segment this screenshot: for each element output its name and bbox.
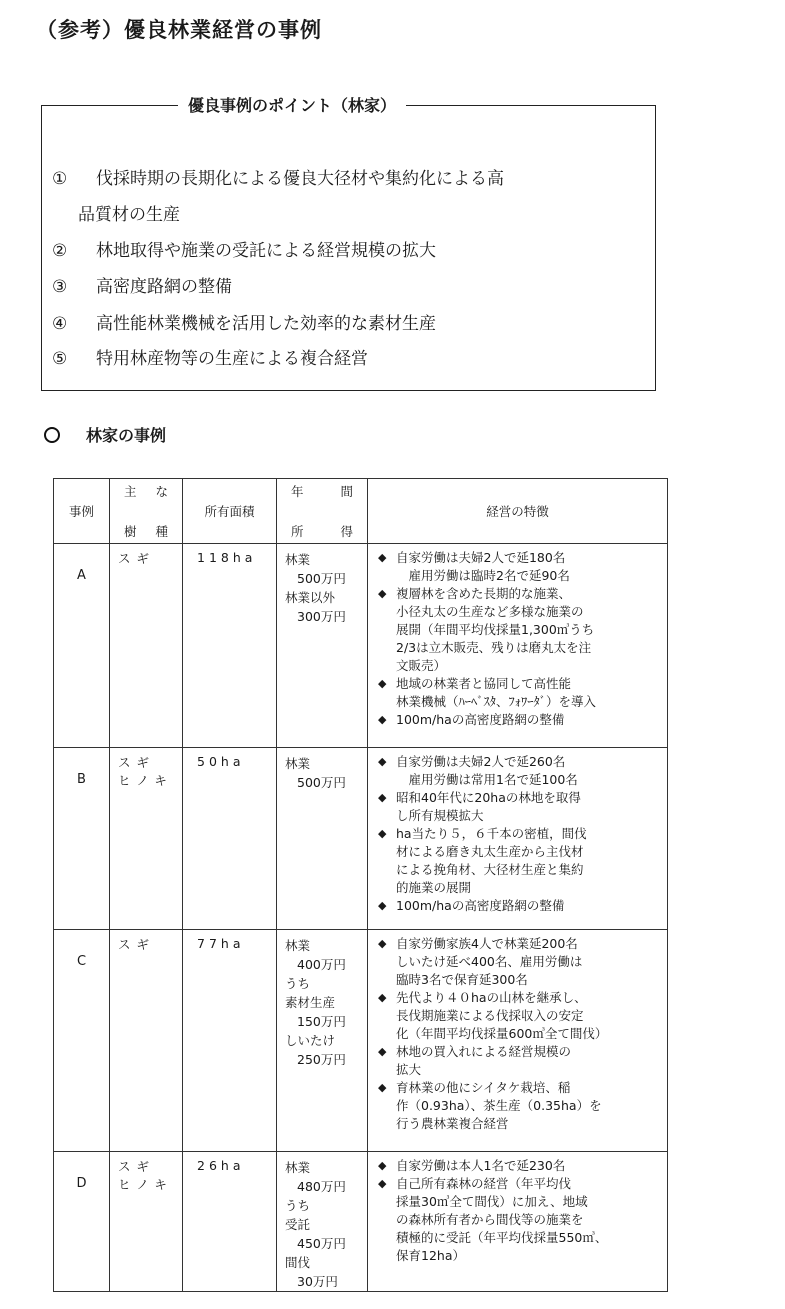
diamond-bullet-icon: ◆ — [378, 1177, 387, 1190]
diamond-bullet-icon: ◆ — [378, 1159, 387, 1172]
diamond-bullet-icon: ◆ — [378, 1081, 387, 1094]
point-number: ② — [52, 241, 68, 261]
diamond-bullet-icon: ◆ — [378, 755, 387, 768]
feature-item: ◆ 先代より４０haの山林を継承し、 長伐期施業による伐採収入の安定 化（年間平均伐採量600㎥全て間伐） — [378, 990, 608, 1041]
point-number: ④ — [52, 314, 68, 334]
page-title: （参考）優良林業経営の事例 — [36, 18, 322, 42]
point-text: 伐採時期の長期化による優良大径材や集約化による高 — [96, 169, 504, 189]
point-number: ③ — [52, 277, 68, 297]
header-income: 年 間 所 得 — [277, 479, 368, 544]
circle-bullet-icon — [44, 427, 60, 443]
features-cell — [368, 1152, 668, 1292]
table-row — [54, 544, 668, 748]
area-cell: 26ha — [183, 1152, 277, 1292]
species-cell: スギ — [110, 544, 183, 748]
point-number: ① — [52, 169, 68, 189]
feature-item: ◆ 自家労働は本人1名で延230名 — [378, 1158, 566, 1173]
point-text: 高密度路網の整備 — [96, 277, 232, 297]
table-row — [54, 930, 668, 1152]
case-id: B — [54, 748, 110, 930]
feature-item: ◆ 育林業の他にシイタケ栽培、稲 作（0.93ha）、茶生産（0.35ha）を 行う農林業複合経営 — [378, 1080, 602, 1131]
feature-item: ◆ 100m/haの高密度路網の整備 — [378, 898, 565, 913]
point-item — [52, 164, 504, 189]
income-cell: 林業 500万円 林業以外 300万円 — [277, 544, 368, 748]
section-title: 林家の事例 — [86, 426, 167, 445]
diamond-bullet-icon: ◆ — [378, 1045, 387, 1058]
case-id: A — [54, 544, 110, 748]
feature-item: ◆ 自己所有森林の経営（年平均伐 採量30㎥全て間伐）に加え、地域 の森林所有者から間伐等の施業を 積極的に受託（年平均伐採量550㎥、 保育12ha） — [378, 1176, 608, 1263]
feature-item: ◆ 自家労働家族4人で林業延200名 しいたけ延べ400名、雇用労働は 臨時3名で保育延300名 — [378, 936, 583, 987]
feature-item: ◆ 100m/haの高密度路網の整備 — [378, 712, 565, 727]
area-cell: 77ha — [183, 930, 277, 1152]
feature-item: ◆ 複層林を含めた長期的な施業、 小径丸太の生産など多様な施業の 展開（年間平均伐採量1,300㎥うち 2/3は立木販売、残りは磨丸太を注 文販売） — [378, 586, 595, 673]
case-table — [53, 478, 668, 1292]
diamond-bullet-icon: ◆ — [378, 937, 387, 950]
points-box-title: 優良事例のポイント（林家） — [178, 93, 406, 116]
table-row — [54, 1152, 668, 1292]
point-text-continued: 品質材の生産 — [78, 205, 180, 225]
point-number: ⑤ — [52, 349, 68, 369]
species-cell: スギ ヒノキ — [110, 1152, 183, 1292]
header-area: 所有面積 — [183, 479, 277, 544]
area-cell: 118ha — [183, 544, 277, 748]
point-text: 高性能林業機械を活用した効率的な素材生産 — [96, 314, 436, 334]
point-item — [52, 272, 232, 297]
case-id: C — [54, 930, 110, 1152]
diamond-bullet-icon: ◆ — [378, 587, 387, 600]
header-features: 経営の特徴 — [368, 479, 668, 544]
diamond-bullet-icon: ◆ — [378, 677, 387, 690]
diamond-bullet-icon: ◆ — [378, 827, 387, 840]
point-text: 特用林産物等の生産による複合経営 — [96, 349, 368, 369]
table-row — [54, 748, 668, 930]
feature-item: ◆ 地域の林業者と協同して高性能 林業機械（ﾊｰﾍﾞｽﾀ、ﾌｫﾜｰﾀﾞ）を導入 — [378, 676, 597, 709]
diamond-bullet-icon: ◆ — [378, 991, 387, 1004]
header-case: 事例 — [54, 479, 110, 544]
income-cell: 林業 480万円 うち 受託 450万円 間伐 30万円 — [277, 1152, 368, 1292]
point-text: 林地取得や施業の受託による経営規模の拡大 — [96, 241, 436, 261]
header-species: 主 な 樹 種 — [110, 479, 183, 544]
diamond-bullet-icon: ◆ — [378, 899, 387, 912]
feature-item: ◆ ha当たり５，６千本の密植，間伐 材による磨き丸太生産から主伐材 による挽角材、大径材生産と集約 的施業の展開 — [378, 826, 587, 895]
income-cell: 林業 400万円 うち 素材生産 150万円 しいたけ 250万円 — [277, 930, 368, 1152]
point-item — [52, 309, 436, 334]
section-heading — [44, 423, 166, 446]
species-cell: スギ — [110, 930, 183, 1152]
case-id: D — [54, 1152, 110, 1292]
features-cell — [368, 930, 668, 1152]
diamond-bullet-icon: ◆ — [378, 551, 387, 564]
income-cell: 林業 500万円 — [277, 748, 368, 930]
feature-item: ◆ 自家労働は夫婦2人で延260名 雇用労働は常用1名で延100名 — [378, 754, 578, 787]
features-cell — [368, 544, 668, 748]
table-header-row — [54, 479, 668, 544]
feature-item: ◆ 林地の買入れによる経営規模の 拡大 — [378, 1044, 572, 1077]
point-item — [52, 344, 368, 369]
feature-item: ◆ 自家労働は夫婦2人で延180名 雇用労働は臨時2名で延90名 — [378, 550, 570, 583]
diamond-bullet-icon: ◆ — [378, 713, 387, 726]
point-item — [52, 236, 436, 261]
diamond-bullet-icon: ◆ — [378, 791, 387, 804]
features-cell — [368, 748, 668, 930]
area-cell: 50ha — [183, 748, 277, 930]
species-cell: スギ ヒノキ — [110, 748, 183, 930]
feature-item: ◆ 昭和40年代に20haの林地を取得 し所有規模拡大 — [378, 790, 581, 823]
